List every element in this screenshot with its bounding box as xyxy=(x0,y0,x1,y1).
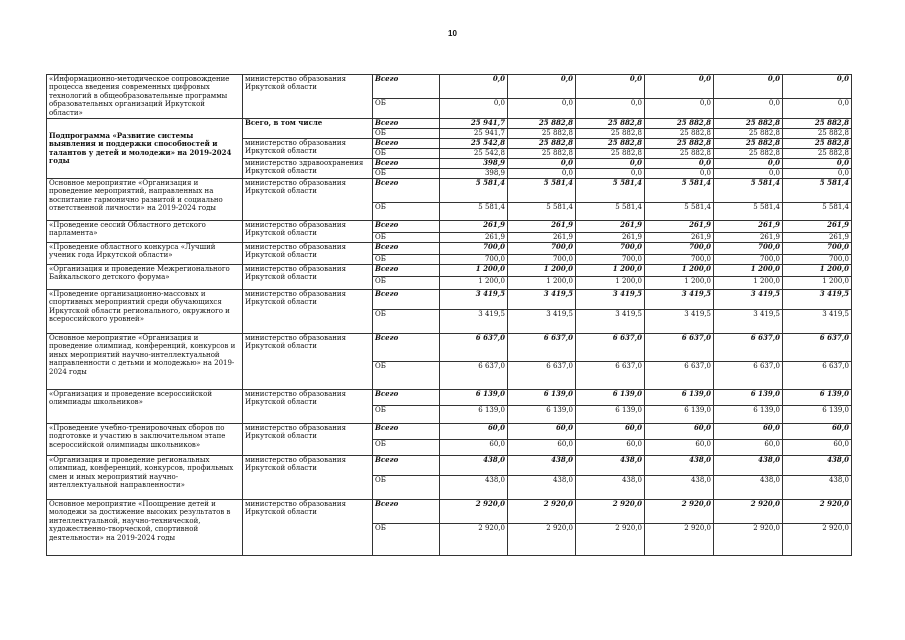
year-amount-cell: 0,0 xyxy=(645,169,714,179)
year-amount-cell: 261,9 xyxy=(645,233,714,243)
year-amount-cell: 25 882,8 xyxy=(508,119,576,129)
funding-source-cell: ОБ xyxy=(373,99,440,119)
year-amount-cell: 261,9 xyxy=(440,233,508,243)
table-row xyxy=(47,424,852,440)
table-row xyxy=(47,456,852,476)
year-amount-cell: 5 581,4 xyxy=(576,203,645,221)
table-row xyxy=(47,75,852,99)
year-amount-cell: 2 920,0 xyxy=(440,524,508,556)
funding-source-cell: Всего xyxy=(373,424,440,440)
funding-source-cell: ОБ xyxy=(373,476,440,500)
year-amount-cell: 25 882,8 xyxy=(714,119,783,129)
year-amount-cell: 3 419,5 xyxy=(440,310,508,334)
funding-source-cell: ОБ xyxy=(373,129,440,139)
funding-source-cell: Всего xyxy=(373,265,440,277)
year-amount-cell: 0,0 xyxy=(783,75,852,99)
year-amount-cell: 0,0 xyxy=(508,169,576,179)
year-amount-cell: 25 882,8 xyxy=(508,149,576,159)
year-amount-cell: 0,0 xyxy=(645,75,714,99)
year-amount-cell: 2 920,0 xyxy=(576,524,645,556)
table-row xyxy=(47,179,852,203)
year-amount-cell: 6 139,0 xyxy=(440,406,508,424)
year-amount-cell: 5 581,4 xyxy=(576,179,645,203)
year-amount-cell: 2 920,0 xyxy=(783,524,852,556)
year-amount-cell: 1 200,0 xyxy=(714,265,783,277)
table-row xyxy=(47,243,852,255)
year-amount-cell: 438,0 xyxy=(783,476,852,500)
year-amount-cell: 25 882,8 xyxy=(783,139,852,149)
year-amount-cell: 5 581,4 xyxy=(645,203,714,221)
year-amount-cell: 261,9 xyxy=(783,233,852,243)
year-amount-cell: 25 941,7 xyxy=(440,129,508,139)
year-amount-cell: 6 139,0 xyxy=(576,406,645,424)
year-amount-cell: 25 542,8 xyxy=(440,149,508,159)
year-amount-cell: 60,0 xyxy=(508,424,576,440)
year-amount-cell: 5 581,4 xyxy=(783,179,852,203)
funding-source-cell: Всего xyxy=(373,456,440,476)
executor-cell: министерство образования Иркутской области xyxy=(243,75,373,119)
executor-cell: министерство образования Иркутской области xyxy=(243,290,373,334)
year-amount-cell: 2 920,0 xyxy=(783,500,852,524)
year-amount-cell: 0,0 xyxy=(714,159,783,169)
year-amount-cell: 5 581,4 xyxy=(508,179,576,203)
year-amount-cell: 5 581,4 xyxy=(714,203,783,221)
year-amount-cell: 0,0 xyxy=(440,75,508,99)
year-amount-cell: 398,9 xyxy=(440,169,508,179)
year-amount-cell: 3 419,5 xyxy=(440,290,508,310)
year-amount-cell: 60,0 xyxy=(645,424,714,440)
year-amount-cell: 0,0 xyxy=(783,169,852,179)
measure-name: «Проведение областного конкурса «Лучший ученик года Иркутской области» xyxy=(47,243,243,265)
year-amount-cell: 6 637,0 xyxy=(714,362,783,390)
year-amount-cell: 25 882,8 xyxy=(645,119,714,129)
year-amount-cell: 6 637,0 xyxy=(508,334,576,362)
funding-source-cell: Всего xyxy=(373,119,440,129)
year-amount-cell: 0,0 xyxy=(714,99,783,119)
year-amount-cell: 25 882,8 xyxy=(645,139,714,149)
executor-cell: министерство образования Иркутской области xyxy=(243,265,373,290)
year-amount-cell: 0,0 xyxy=(508,75,576,99)
table-row xyxy=(47,500,852,524)
funding-source-cell: ОБ xyxy=(373,440,440,456)
measure-name: Подпрограмма «Развитие системы выявления и поддержки способностей и талантов у детей и молодежи» на 2019-2024 годы xyxy=(47,119,243,179)
year-amount-cell: 60,0 xyxy=(440,440,508,456)
year-amount-cell: 438,0 xyxy=(440,476,508,500)
year-amount-cell: 6 139,0 xyxy=(440,390,508,406)
year-amount-cell: 25 941,7 xyxy=(440,119,508,129)
year-amount-cell: 700,0 xyxy=(440,255,508,265)
funding-source-cell: Всего xyxy=(373,221,440,233)
year-amount-cell: 700,0 xyxy=(576,243,645,255)
funding-source-cell: Всего xyxy=(373,290,440,310)
year-amount-cell: 6 637,0 xyxy=(714,334,783,362)
year-amount-cell: 5 581,4 xyxy=(508,203,576,221)
year-amount-cell: 2 920,0 xyxy=(576,500,645,524)
year-amount-cell: 6 637,0 xyxy=(440,362,508,390)
year-amount-cell: 25 882,8 xyxy=(783,149,852,159)
executor-cell: министерство образования Иркутской области xyxy=(243,456,373,500)
year-amount-cell: 700,0 xyxy=(440,243,508,255)
table-row xyxy=(47,221,852,233)
year-amount-cell: 261,9 xyxy=(783,221,852,233)
executor-cell: министерство образования Иркутской области xyxy=(243,179,373,221)
funding-source-cell: ОБ xyxy=(373,524,440,556)
executor-cell: Всего, в том числе xyxy=(243,119,373,139)
year-amount-cell: 25 882,8 xyxy=(508,139,576,149)
year-amount-cell: 3 419,5 xyxy=(508,290,576,310)
year-amount-cell: 1 200,0 xyxy=(576,265,645,277)
year-amount-cell: 261,9 xyxy=(714,221,783,233)
year-amount-cell: 1 200,0 xyxy=(440,265,508,277)
year-amount-cell: 5 581,4 xyxy=(440,179,508,203)
funding-source-cell: Всего xyxy=(373,159,440,169)
year-amount-cell: 3 419,5 xyxy=(714,310,783,334)
year-amount-cell: 25 882,8 xyxy=(576,119,645,129)
year-amount-cell: 1 200,0 xyxy=(508,265,576,277)
year-amount-cell: 1 200,0 xyxy=(440,277,508,290)
year-amount-cell: 700,0 xyxy=(645,243,714,255)
year-amount-cell: 25 882,8 xyxy=(576,149,645,159)
year-amount-cell: 438,0 xyxy=(714,456,783,476)
year-amount-cell: 25 882,8 xyxy=(508,129,576,139)
year-amount-cell: 700,0 xyxy=(576,255,645,265)
year-amount-cell: 25 882,8 xyxy=(783,129,852,139)
year-amount-cell: 438,0 xyxy=(783,456,852,476)
year-amount-cell: 0,0 xyxy=(576,169,645,179)
year-amount-cell: 1 200,0 xyxy=(783,265,852,277)
funding-source-cell: Всего xyxy=(373,243,440,255)
year-amount-cell: 5 581,4 xyxy=(645,179,714,203)
year-amount-cell: 6 637,0 xyxy=(576,362,645,390)
year-amount-cell: 6 637,0 xyxy=(783,362,852,390)
year-amount-cell: 0,0 xyxy=(645,159,714,169)
year-amount-cell: 2 920,0 xyxy=(714,500,783,524)
year-amount-cell: 1 200,0 xyxy=(645,265,714,277)
measure-name: «Проведение учебно-тренировочных сборов по подготовке и участию в заключительном этапе всероссийской олимпиады школьников» xyxy=(47,424,243,456)
year-amount-cell: 6 637,0 xyxy=(645,334,714,362)
year-amount-cell: 5 581,4 xyxy=(783,203,852,221)
year-amount-cell: 261,9 xyxy=(714,233,783,243)
year-amount-cell: 6 139,0 xyxy=(783,390,852,406)
table-row xyxy=(47,290,852,310)
year-amount-cell: 25 882,8 xyxy=(645,129,714,139)
executor-cell: министерство здравоохранения Иркутской области xyxy=(243,159,373,179)
funding-source-cell: ОБ xyxy=(373,255,440,265)
year-amount-cell: 6 139,0 xyxy=(576,390,645,406)
year-amount-cell: 438,0 xyxy=(508,476,576,500)
funding-source-cell: ОБ xyxy=(373,362,440,390)
year-amount-cell: 0,0 xyxy=(576,99,645,119)
funding-source-cell: Всего xyxy=(373,75,440,99)
year-amount-cell: 25 882,8 xyxy=(714,129,783,139)
year-amount-cell: 60,0 xyxy=(576,424,645,440)
year-amount-cell: 25 882,8 xyxy=(783,119,852,129)
year-amount-cell: 6 637,0 xyxy=(783,334,852,362)
year-amount-cell: 60,0 xyxy=(645,440,714,456)
year-amount-cell: 0,0 xyxy=(576,159,645,169)
year-amount-cell: 1 200,0 xyxy=(783,277,852,290)
year-amount-cell: 5 581,4 xyxy=(714,179,783,203)
year-amount-cell: 2 920,0 xyxy=(645,524,714,556)
year-amount-cell: 0,0 xyxy=(576,75,645,99)
year-amount-cell: 0,0 xyxy=(645,99,714,119)
year-amount-cell: 0,0 xyxy=(508,99,576,119)
year-amount-cell: 2 920,0 xyxy=(508,524,576,556)
year-amount-cell: 5 581,4 xyxy=(440,203,508,221)
measure-name: «Организация и проведение региональных олимпиад, конференций, конкурсов, профильных смен и иных мероприятий научно-интеллектуальной направленности» xyxy=(47,456,243,500)
year-amount-cell: 60,0 xyxy=(714,424,783,440)
table-row xyxy=(47,334,852,362)
year-amount-cell: 60,0 xyxy=(576,440,645,456)
measure-name: «Проведение организационно-массовых и спортивных мероприятий среди обучающихся Иркутской области регионального, окружного и всероссийского уровней» xyxy=(47,290,243,334)
executor-cell: министерство образования Иркутской области xyxy=(243,500,373,556)
year-amount-cell: 6 637,0 xyxy=(508,362,576,390)
year-amount-cell: 261,9 xyxy=(440,221,508,233)
year-amount-cell: 398,9 xyxy=(440,159,508,169)
year-amount-cell: 3 419,5 xyxy=(508,310,576,334)
year-amount-cell: 261,9 xyxy=(508,221,576,233)
year-amount-cell: 6 139,0 xyxy=(783,406,852,424)
year-amount-cell: 60,0 xyxy=(783,424,852,440)
year-amount-cell: 3 419,5 xyxy=(576,290,645,310)
year-amount-cell: 0,0 xyxy=(783,99,852,119)
table-row xyxy=(47,265,852,277)
year-amount-cell: 25 882,8 xyxy=(576,139,645,149)
year-amount-cell: 0,0 xyxy=(714,75,783,99)
funding-source-cell: ОБ xyxy=(373,233,440,243)
funding-source-cell: ОБ xyxy=(373,406,440,424)
year-amount-cell: 438,0 xyxy=(645,456,714,476)
funding-source-cell: ОБ xyxy=(373,169,440,179)
year-amount-cell: 2 920,0 xyxy=(508,500,576,524)
year-amount-cell: 25 542,8 xyxy=(440,139,508,149)
year-amount-cell: 0,0 xyxy=(440,99,508,119)
measure-name: Основное мероприятие «Поощрение детей и молодежи за достижение высоких результатов в интеллектуальной, научно-технической, художественно-творческой, спортивной деятельности» на 2019-2024 годы xyxy=(47,500,243,556)
funding-source-cell: Всего xyxy=(373,139,440,149)
year-amount-cell: 438,0 xyxy=(440,456,508,476)
year-amount-cell: 3 419,5 xyxy=(783,290,852,310)
table-row xyxy=(47,119,852,129)
year-amount-cell: 6 139,0 xyxy=(714,390,783,406)
year-amount-cell: 6 637,0 xyxy=(645,362,714,390)
executor-cell: министерство образования Иркутской области xyxy=(243,424,373,456)
executor-cell: министерство образования Иркутской области xyxy=(243,139,373,159)
year-amount-cell: 60,0 xyxy=(714,440,783,456)
year-amount-cell: 261,9 xyxy=(508,233,576,243)
year-amount-cell: 6 139,0 xyxy=(714,406,783,424)
year-amount-cell: 261,9 xyxy=(576,221,645,233)
year-amount-cell: 2 920,0 xyxy=(645,500,714,524)
year-amount-cell: 438,0 xyxy=(645,476,714,500)
measure-name: «Информационно-методическое сопровождение процесса введения современных цифровых технологий в общеобразовательные программы образовательных организаций Иркутской области» xyxy=(47,75,243,119)
executor-cell: министерство образования Иркутской области xyxy=(243,334,373,390)
measure-name: «Проведение сессий Областного детского парламента» xyxy=(47,221,243,243)
funding-source-cell: Всего xyxy=(373,390,440,406)
measure-name: «Организация и проведение Межрегионального Байкальского детского форума» xyxy=(47,265,243,290)
year-amount-cell: 0,0 xyxy=(714,169,783,179)
measure-name: Основное мероприятие «Организация и проведение олимпиад, конференций, конкурсов и иных мероприятий научно-интеллектуальной направленности с детьми и молодежью» на 2019-2024 годы xyxy=(47,334,243,390)
year-amount-cell: 2 920,0 xyxy=(440,500,508,524)
budget-table xyxy=(46,74,852,556)
executor-cell: министерство образования Иркутской области xyxy=(243,221,373,243)
year-amount-cell: 6 139,0 xyxy=(645,390,714,406)
year-amount-cell: 3 419,5 xyxy=(645,290,714,310)
year-amount-cell: 3 419,5 xyxy=(576,310,645,334)
year-amount-cell: 60,0 xyxy=(783,440,852,456)
executor-cell: министерство образования Иркутской области xyxy=(243,390,373,424)
funding-source-cell: ОБ xyxy=(373,277,440,290)
funding-source-cell: ОБ xyxy=(373,203,440,221)
year-amount-cell: 25 882,8 xyxy=(576,129,645,139)
funding-source-cell: Всего xyxy=(373,179,440,203)
measure-name: «Организация и проведение всероссийской олимпиады школьников» xyxy=(47,390,243,424)
page-number: 10 xyxy=(448,29,457,38)
year-amount-cell: 1 200,0 xyxy=(645,277,714,290)
year-amount-cell: 1 200,0 xyxy=(576,277,645,290)
year-amount-cell: 0,0 xyxy=(783,159,852,169)
year-amount-cell: 700,0 xyxy=(714,255,783,265)
year-amount-cell: 6 139,0 xyxy=(508,390,576,406)
year-amount-cell: 3 419,5 xyxy=(714,290,783,310)
year-amount-cell: 438,0 xyxy=(576,456,645,476)
year-amount-cell: 438,0 xyxy=(576,476,645,500)
year-amount-cell: 700,0 xyxy=(783,243,852,255)
year-amount-cell: 6 637,0 xyxy=(440,334,508,362)
year-amount-cell: 6 139,0 xyxy=(645,406,714,424)
year-amount-cell: 60,0 xyxy=(508,440,576,456)
year-amount-cell: 60,0 xyxy=(440,424,508,440)
year-amount-cell: 1 200,0 xyxy=(714,277,783,290)
year-amount-cell: 25 882,8 xyxy=(645,149,714,159)
year-amount-cell: 25 882,8 xyxy=(714,149,783,159)
executor-cell: министерство образования Иркутской области xyxy=(243,243,373,265)
year-amount-cell: 438,0 xyxy=(508,456,576,476)
year-amount-cell: 3 419,5 xyxy=(783,310,852,334)
year-amount-cell: 6 637,0 xyxy=(576,334,645,362)
year-amount-cell: 6 139,0 xyxy=(508,406,576,424)
year-amount-cell: 438,0 xyxy=(714,476,783,500)
funding-source-cell: Всего xyxy=(373,500,440,524)
funding-source-cell: Всего xyxy=(373,334,440,362)
funding-source-cell: ОБ xyxy=(373,310,440,334)
year-amount-cell: 3 419,5 xyxy=(645,310,714,334)
funding-source-cell: ОБ xyxy=(373,149,440,159)
year-amount-cell: 700,0 xyxy=(508,243,576,255)
year-amount-cell: 700,0 xyxy=(508,255,576,265)
year-amount-cell: 700,0 xyxy=(645,255,714,265)
year-amount-cell: 25 882,8 xyxy=(714,139,783,149)
year-amount-cell: 261,9 xyxy=(645,221,714,233)
measure-name: Основное мероприятие «Организация и проведение мероприятий, направленных на воспитание гармонично развитой и социально ответственной личности» на 2019-2024 годы xyxy=(47,179,243,221)
table-row xyxy=(47,390,852,406)
year-amount-cell: 700,0 xyxy=(714,243,783,255)
year-amount-cell: 261,9 xyxy=(576,233,645,243)
year-amount-cell: 700,0 xyxy=(783,255,852,265)
year-amount-cell: 2 920,0 xyxy=(714,524,783,556)
year-amount-cell: 1 200,0 xyxy=(508,277,576,290)
year-amount-cell: 0,0 xyxy=(508,159,576,169)
